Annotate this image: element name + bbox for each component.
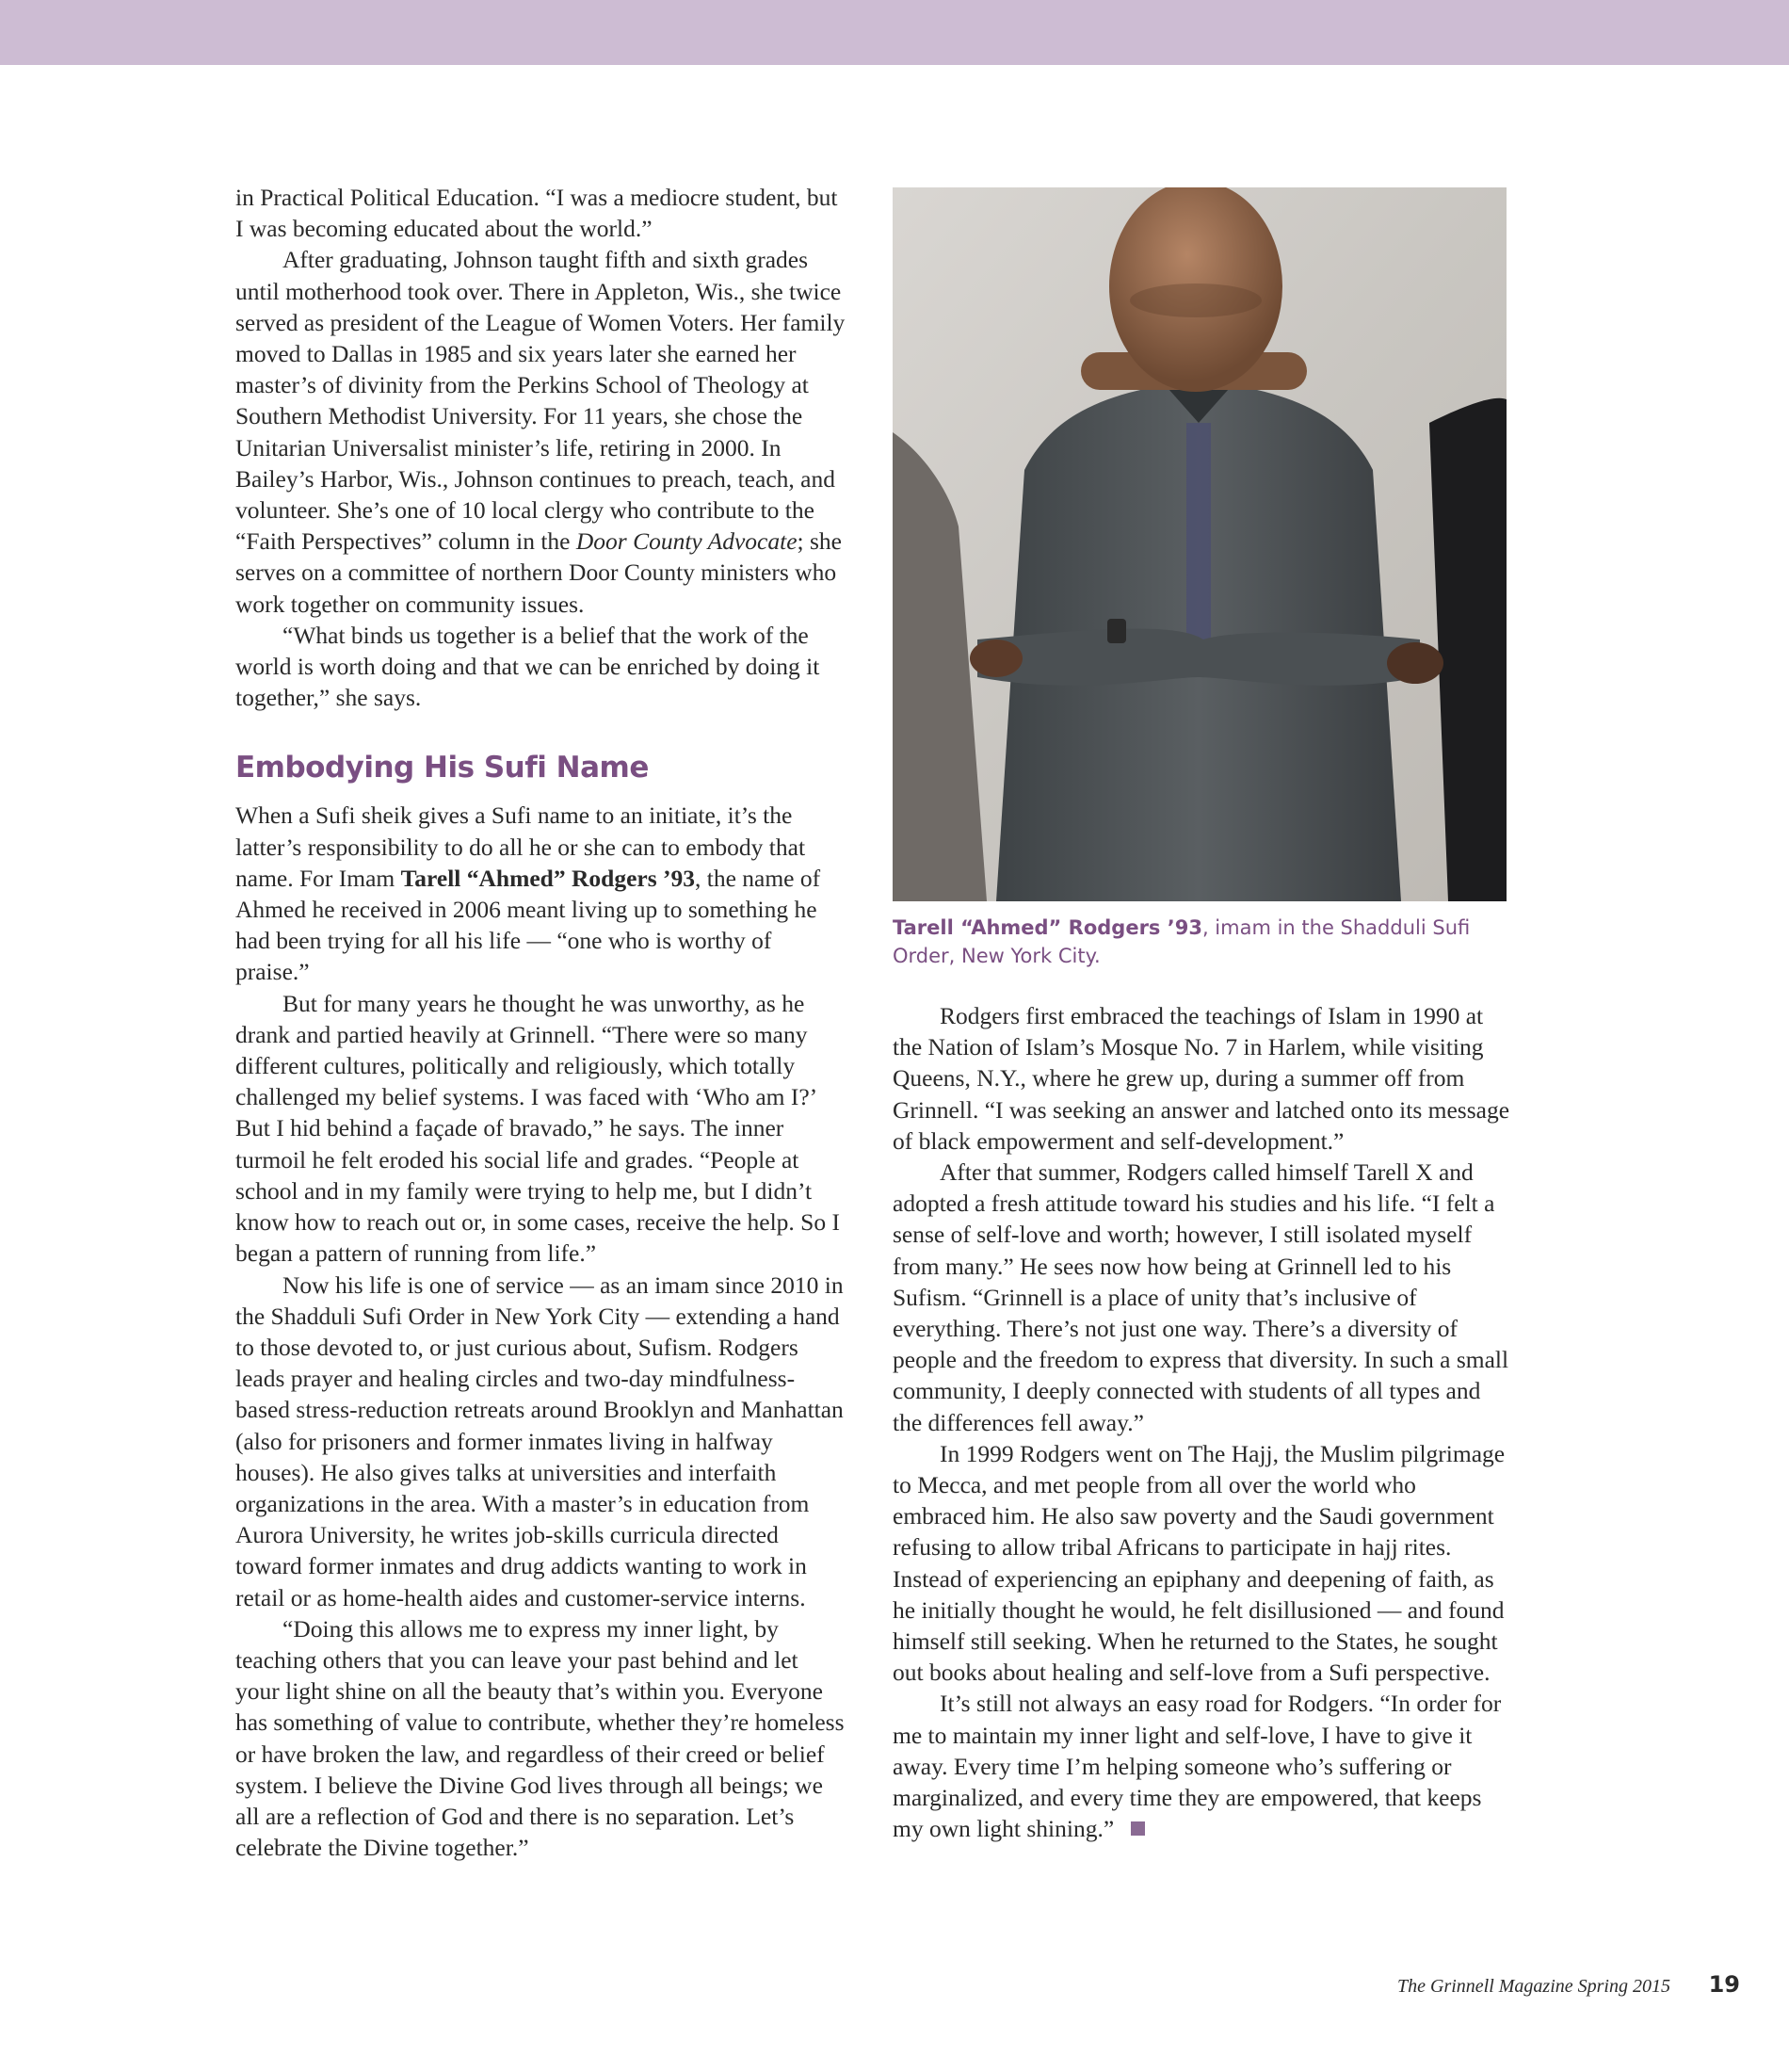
person-name: Tarell “Ahmed” Rodgers ’93	[400, 864, 695, 892]
paragraph: “What binds us together is a belief that the work of the world is worth doing and that we can be enriched by doing it together,” she says.	[235, 621, 820, 712]
top-color-band	[0, 0, 1789, 65]
paragraph-text: When a Sufi sheik gives a Sufi name to an initiate, it’s the latter’s responsibility to do all he or she can to embody that name. For Imam	[235, 801, 806, 892]
page-number: 19	[1708, 1971, 1740, 1998]
portrait-photo	[893, 187, 1507, 901]
paragraph: After that summer, Rodgers called himself Tarell X and adopted a fresh attitude toward his studies and his life. “I felt a sense of self-love and worth; however, I still isolated myself from many.” He sees now how being at Grinnell led to his Sufism. “Grinnell is a place of unity that’s inclusive of everything. There’s not just one way. There’s a diversity of people and the freedom to express that diversity. In such a small community, I deeply connected with students of all types and the differences fell away.”	[893, 1158, 1509, 1436]
paragraph: in Practical Political Education. “I was a mediocre student, but I was becoming educated about the world.”	[235, 184, 838, 243]
paragraph: Now his life is one of service — as an imam since 2010 in the Shadduli Sufi Order in New York City — extending a hand to those devoted to, or just curious about, Sufism. Rodgers leads prayer and healing circles and two-day mindfulness-based stress-reduction retreats around Brooklyn and Manhattan (also for prisoners and former inmates living in halfway houses). He also gives talks at universities and interfaith organizations in the area. With a master’s in education from Aurora University, he writes job-skills curricula directed toward former inmates and drug addicts wanting to work in retail or as home-health aides and customer-service interns.	[235, 1271, 844, 1611]
paragraph	[235, 244, 847, 619]
right-text-column	[893, 1000, 1510, 1844]
section-heading: Embodying His Sufi Name	[235, 751, 649, 785]
left-text-column	[235, 182, 847, 1863]
paragraph: “Doing this allows me to express my inner light, by teaching others that you can leave your past behind and let your light shine on all the beauty that’s within you. Everyone has something of value to contribute, whether they’re homeless or have broken the law, and regardless of their creed or belief system. I believe the Divine God lives through all beings; we all are a reflection of God and there is no separation. Let’s celebrate the Divine together.”	[235, 1614, 845, 1862]
caption-name: Tarell “Ahmed” Rodgers ’93	[893, 916, 1202, 939]
caption-text: , imam in the Shadduli Sufi Order, New York City.	[893, 916, 1471, 967]
paragraph: Rodgers first embraced the teachings of Islam in 1990 at the Nation of Islam’s Mosque No. 7 in Harlem, while visiting Queens, N.Y., where he grew up, during a summer off from Grinnell. “I was seeking an answer and latched onto its message of black empowerment and self-development.”	[893, 1002, 1510, 1155]
paragraph: In 1999 Rodgers went on The Hajj, the Muslim pilgrimage to Mecca, and met people from all over the world who embraced him. He also saw poverty and the Saudi government refusing to allow tribal Africans to participate in hajj rites. Instead of experiencing an epiphany and deepening of faith, as he initially thought he would, he felt disillusioned — and found himself still seeking. When he returned to the States, he sought out books about healing and self-love from a Sufi perspective.	[893, 1439, 1506, 1687]
paragraph	[893, 1688, 1510, 1844]
paragraph-text: ; she serves on a committee of northern Door County ministers who work together on community issues.	[235, 527, 842, 618]
paragraph	[235, 800, 847, 987]
paragraph-text: After graduating, Johnson taught fifth and sixth grades until motherhood took over. There in Appleton, Wis., she twice served as president of the League of Women Voters. Her family moved to Dallas in 1985 and six years later she earned her master’s of divinity from the Perkins School of Theology at Southern Methodist University. For 11 years, she chose the Unitarian Universalist minister’s life, retiring in 2000. In Bailey’s Harbor, Wis., Johnson continues to preach, teach, and volunteer. She’s one of 10 local clergy who contribute to the “Faith Perspectives” column in the	[235, 246, 846, 556]
footer-publication-title: The Grinnell Magazine Spring 2015	[1397, 1976, 1670, 1997]
end-of-article-mark	[1131, 1821, 1145, 1836]
paragraph-text: It’s still not always an easy road for Rodgers. “In order for me to maintain my inner light and self-love, I have to give it away. Every time I’m helping someone who’s suffering or marginalized, and every time they are empowered, that keeps my own light shining.”	[893, 1690, 1502, 1843]
photo-caption	[893, 914, 1505, 970]
paragraph: But for many years he thought he was unworthy, as he drank and partied heavily at Grinnell. “There were so many different cultures, politically and religiously, which totally challenged my belief systems. I was faced with ‘Who am I?’ But I hid behind a façade of bravado,” he says. The inner turmoil he felt eroded his social life and grades. “People at school and in my family were trying to help me, but I didn’t know how to reach out or, in some cases, receive the help. So I began a pattern of running from life.”	[235, 989, 840, 1268]
publication-title: Door County Advocate	[575, 527, 798, 556]
paragraph-text: , the name of Ahmed he received in 2006 meant living up to something he had been trying for all his life — “one who is worthy of praise.”	[235, 864, 821, 986]
